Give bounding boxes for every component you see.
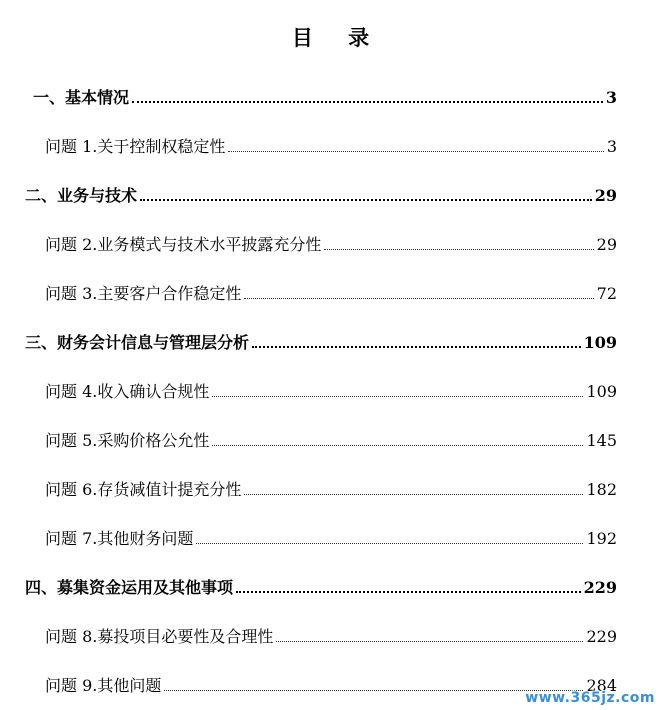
toc-entry-page-number: 229	[583, 578, 617, 597]
toc-leader-dots	[244, 298, 593, 299]
toc-entry-page-number: 3	[605, 88, 617, 107]
toc-entry-section-2[interactable]	[25, 182, 617, 206]
toc-leader-dots	[164, 690, 583, 691]
toc-leader-dots	[244, 494, 583, 495]
toc-entry-page-number: 284	[586, 676, 617, 695]
toc-entry-section-3[interactable]	[25, 329, 617, 353]
toc-entry-page-number: 109	[583, 333, 617, 352]
toc-entry-label: 四、募集资金运用及其他事项	[25, 578, 234, 597]
toc-entry-label: 问题 6.存货减值计提充分性	[45, 480, 242, 499]
toc-title: 目 录	[291, 25, 384, 50]
toc-entry-question-6[interactable]	[45, 476, 617, 500]
toc-entry-section-4[interactable]	[25, 574, 617, 598]
toc-entry-label: 问题 5.采购价格公允性	[45, 431, 210, 450]
toc-entry-question-4[interactable]	[45, 378, 617, 402]
toc-entry-question-1[interactable]	[45, 133, 617, 157]
toc-entry-page-number: 229	[586, 627, 617, 646]
toc-entry-label: 问题 7.其他财务问题	[45, 529, 194, 548]
toc-entry-question-5[interactable]	[45, 427, 617, 451]
toc-entry-label: 问题 8.募投项目必要性及合理性	[45, 627, 274, 646]
toc-entry-label: 问题 3.主要客户合作稳定性	[45, 284, 242, 303]
toc-entry-page-number: 29	[594, 186, 617, 205]
toc-entry-page-number: 192	[586, 529, 617, 548]
toc-entry-label: 二、业务与技术	[25, 186, 138, 205]
toc-leader-dots	[324, 249, 593, 250]
toc-leader-dots	[212, 445, 583, 446]
toc-entry-question-7[interactable]	[45, 525, 617, 549]
toc-leader-dots	[228, 151, 603, 152]
toc-leader-dots	[140, 199, 592, 201]
toc-entry-page-number: 182	[586, 480, 617, 499]
site-watermark: www.365jz.com	[525, 690, 655, 706]
toc-entry-label: 问题 9.其他问题	[45, 676, 162, 695]
toc-leader-dots	[132, 101, 603, 103]
toc-entry-label: 一、基本情况	[33, 88, 130, 107]
toc-entry-label: 问题 4.收入确认合规性	[45, 382, 210, 401]
toc-entry-page-number: 29	[596, 235, 617, 254]
toc-leader-dots	[196, 543, 583, 544]
toc-leader-dots	[236, 591, 581, 593]
toc-entry-label: 三、财务会计信息与管理层分析	[25, 333, 250, 352]
toc-leader-dots	[252, 346, 581, 348]
toc-leader-dots	[276, 641, 583, 642]
toc-entry-question-8[interactable]	[45, 623, 617, 647]
toc-entry-label: 问题 1.关于控制权稳定性	[45, 137, 226, 156]
toc-entry-page-number: 72	[596, 284, 617, 303]
toc-entry-page-number: 145	[586, 431, 617, 450]
toc-entry-question-2[interactable]	[45, 231, 617, 255]
toc-entry-section-1[interactable]	[33, 84, 617, 108]
toc-leader-dots	[212, 396, 583, 397]
toc-entry-question-3[interactable]	[45, 280, 617, 304]
toc-entry-page-number: 3	[606, 137, 617, 156]
toc-entry-label: 问题 2.业务模式与技术水平披露充分性	[45, 235, 322, 254]
toc-entry-page-number: 109	[586, 382, 617, 401]
